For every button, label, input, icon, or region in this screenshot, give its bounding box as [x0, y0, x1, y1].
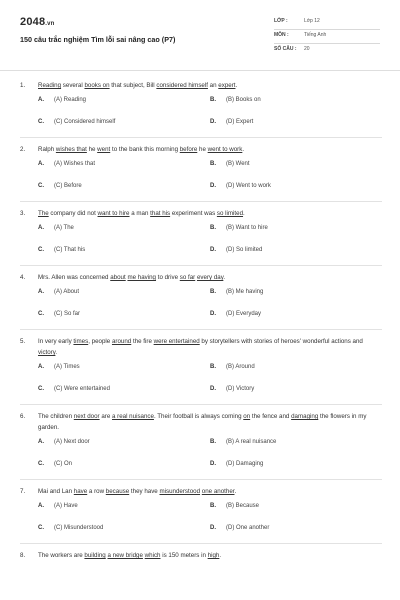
stem-text: .	[234, 488, 237, 495]
option-letter: D.	[210, 247, 216, 253]
answer-option[interactable]	[210, 459, 263, 470]
stem-text: .	[243, 210, 245, 217]
question-divider	[20, 137, 382, 138]
option-text: (B) Because	[226, 503, 260, 509]
option-letter: A.	[38, 225, 44, 231]
underlined-segment: one another	[201, 488, 235, 495]
option-text: (B) Went	[226, 161, 250, 167]
answer-options	[20, 358, 382, 402]
answer-option[interactable]	[38, 245, 85, 256]
stem-text: the fire	[131, 338, 154, 345]
underlined-segment: building	[84, 552, 106, 559]
option-letter: D.	[210, 386, 216, 392]
question-item	[20, 336, 382, 405]
option-letter: A.	[38, 503, 44, 509]
option-text: (A) Reading	[54, 97, 87, 103]
option-text: (C) Misunderstood	[54, 525, 104, 531]
underlined-segment: expert	[218, 82, 236, 89]
option-letter: A.	[38, 289, 44, 295]
answer-options	[20, 283, 382, 327]
question-divider	[20, 329, 382, 330]
question-number: 6.	[20, 413, 26, 420]
option-letter: B.	[210, 97, 216, 103]
stem-text: Ralph	[38, 146, 56, 153]
question-stem	[20, 550, 382, 561]
option-text: (A) The	[54, 225, 74, 231]
meta-label: MÔN :	[274, 32, 289, 38]
stem-text: is 150 meters in	[160, 552, 208, 559]
question-item	[20, 80, 382, 138]
meta-row-subject	[274, 30, 380, 44]
option-letter: C.	[38, 461, 44, 467]
option-letter: B.	[210, 439, 216, 445]
option-letter: B.	[210, 503, 216, 509]
question-stem	[20, 486, 382, 497]
underlined-segment: about	[110, 274, 126, 281]
stem-text: .	[55, 349, 58, 356]
answer-option[interactable]	[38, 117, 115, 128]
underlined-segment: that his	[150, 210, 171, 217]
answer-option[interactable]	[210, 223, 268, 234]
page-header	[20, 16, 380, 64]
underlined-segment: have	[73, 488, 88, 495]
option-letter: D.	[210, 461, 216, 467]
meta-label: SỐ CÂU :	[274, 46, 297, 52]
underlined-segment: which	[144, 552, 161, 559]
option-text: (D) Damaging	[226, 461, 264, 467]
underlined-segment: want to hire	[97, 210, 130, 217]
stem-text: several	[61, 82, 85, 89]
underlined-segment: me having	[127, 274, 157, 281]
underlined-segment: before	[179, 146, 198, 153]
stem-text: he	[86, 146, 98, 153]
stem-text: The workers are	[38, 552, 85, 559]
option-text: (A) Next door	[54, 439, 90, 445]
option-letter: B.	[210, 225, 216, 231]
option-text: (D) Expert	[226, 119, 254, 125]
meta-value: Tiếng Anh	[304, 32, 327, 38]
option-text: (D) One another	[226, 525, 270, 531]
option-text: (A) About	[54, 289, 80, 295]
answer-option[interactable]	[38, 384, 110, 395]
question-number: 7.	[20, 488, 26, 495]
underlined-segment: so far	[179, 274, 196, 281]
question-divider	[20, 479, 382, 480]
answer-options	[20, 155, 382, 199]
question-item	[20, 550, 382, 561]
answer-option[interactable]	[38, 181, 82, 192]
option-letter: A.	[38, 439, 44, 445]
underlined-segment: The	[38, 210, 49, 217]
stem-text: he	[197, 146, 208, 153]
underlined-segment: every day	[196, 274, 224, 281]
underlined-segment: a new bridge	[107, 552, 143, 559]
question-stem	[20, 144, 382, 155]
option-text: (A) Wishes that	[54, 161, 96, 167]
question-list	[20, 80, 382, 561]
underlined-segment: so limited	[216, 210, 244, 217]
stem-text: .	[242, 146, 245, 153]
answer-option[interactable]	[38, 501, 78, 512]
underlined-segment: high	[207, 552, 220, 559]
underlined-segment: a real nuisance	[111, 413, 154, 420]
logo-main: 2048	[20, 16, 46, 28]
underlined-segment: Reading	[38, 82, 62, 89]
option-text: (D) Went to work	[226, 183, 271, 189]
question-item	[20, 486, 382, 544]
question-stem	[20, 272, 382, 283]
answer-options	[20, 433, 382, 477]
stem-text: . Their football is always coming	[153, 413, 244, 420]
option-text: (A) Times	[54, 364, 80, 370]
answer-option[interactable]	[210, 287, 263, 298]
underlined-segment: were entertained	[153, 338, 200, 345]
option-text: (C) So far	[54, 311, 81, 317]
option-letter: B.	[210, 289, 216, 295]
stem-text: experiment was	[170, 210, 217, 217]
stem-text: Mrs. Allen was concerned	[38, 274, 111, 281]
stem-text: a row	[87, 488, 106, 495]
question-stem	[20, 80, 382, 91]
stem-text: are	[99, 413, 112, 420]
option-text: (B) Books on	[226, 97, 261, 103]
answer-option[interactable]	[210, 245, 262, 256]
stem-text: In very early	[38, 338, 74, 345]
stem-text: .	[223, 274, 226, 281]
answer-option[interactable]	[38, 223, 74, 234]
meta-label: LỚP :	[274, 18, 288, 24]
underlined-segment: misunderstood	[159, 488, 201, 495]
question-number: 2.	[20, 146, 26, 153]
meta-row-count	[274, 44, 380, 57]
underlined-segment: because	[105, 488, 130, 495]
meta-value: Lớp 12	[304, 18, 320, 24]
option-letter: D.	[210, 119, 216, 125]
option-text: (C) Considered himself	[54, 119, 116, 125]
answer-option[interactable]	[210, 501, 259, 512]
question-number: 3.	[20, 210, 26, 217]
answer-options	[20, 91, 382, 135]
stem-text: The children	[38, 413, 74, 420]
underlined-segment: victory	[38, 349, 56, 356]
stem-text: the fence and	[250, 413, 292, 420]
stem-text: by storytellers with stories of heroes' wonderful actions and	[199, 338, 363, 345]
option-text: (C) Before	[54, 183, 82, 189]
underlined-segment: on	[243, 413, 251, 420]
answer-options	[20, 497, 382, 541]
underlined-segment: books on	[84, 82, 110, 89]
question-divider	[20, 265, 382, 266]
option-text: (B) Me having	[226, 289, 264, 295]
option-letter: B.	[210, 364, 216, 370]
question-number: 8.	[20, 552, 26, 559]
page-title: 150 câu trắc nghiệm Tìm lỗi sai nâng cao (P7)	[20, 35, 176, 44]
option-letter: C.	[38, 247, 44, 253]
question-number: 1.	[20, 82, 26, 89]
answer-option[interactable]	[38, 159, 95, 170]
answer-option[interactable]	[38, 437, 90, 448]
stem-text: a man	[129, 210, 151, 217]
answer-option[interactable]	[210, 384, 254, 395]
site-logo[interactable]	[20, 16, 55, 28]
option-text: (A) Have	[54, 503, 78, 509]
meta-row-class	[274, 16, 380, 30]
answer-option[interactable]	[210, 117, 253, 128]
option-text: (C) That his	[54, 247, 86, 253]
meta-table	[274, 16, 380, 57]
answer-option[interactable]	[38, 309, 80, 320]
option-text: (B) Around	[226, 364, 255, 370]
option-text: (B) Want to hire	[226, 225, 268, 231]
option-letter: C.	[38, 183, 44, 189]
answer-option[interactable]	[210, 437, 276, 448]
option-letter: D.	[210, 311, 216, 317]
answer-option[interactable]	[38, 287, 79, 298]
option-letter: C.	[38, 525, 44, 531]
meta-value: 20	[304, 46, 310, 52]
question-item	[20, 272, 382, 330]
answer-option[interactable]	[210, 181, 271, 192]
stem-text: that subject, Bill	[109, 82, 157, 89]
answer-option[interactable]	[210, 362, 255, 373]
option-letter: C.	[38, 311, 44, 317]
option-letter: D.	[210, 525, 216, 531]
option-letter: C.	[38, 119, 44, 125]
question-divider	[20, 404, 382, 405]
question-item	[20, 208, 382, 266]
answer-option[interactable]	[210, 95, 261, 106]
option-text: (D) Everyday	[226, 311, 262, 317]
underlined-segment: went	[97, 146, 111, 153]
underlined-segment: times	[73, 338, 89, 345]
option-letter: C.	[38, 386, 44, 392]
question-stem	[20, 411, 382, 433]
option-letter: B.	[210, 161, 216, 167]
option-letter: D.	[210, 183, 216, 189]
answer-option[interactable]	[210, 159, 250, 170]
option-letter: A.	[38, 97, 44, 103]
answer-option[interactable]	[38, 362, 80, 373]
stem-text: to drive	[156, 274, 180, 281]
header-divider	[0, 70, 400, 71]
stem-text: company did not	[48, 210, 98, 217]
stem-text: .	[219, 552, 222, 559]
question-number: 5.	[20, 338, 26, 345]
underlined-segment: around	[111, 338, 132, 345]
option-text: (B) A real nuisance	[226, 439, 277, 445]
question-item	[20, 411, 382, 480]
logo-tld: .vn	[45, 21, 55, 27]
answer-options	[20, 219, 382, 263]
underlined-segment: damaging	[291, 413, 319, 420]
option-text: (D) So limited	[226, 247, 263, 253]
question-stem	[20, 208, 382, 219]
question-item	[20, 144, 382, 202]
answer-option[interactable]	[38, 95, 86, 106]
answer-option[interactable]	[38, 459, 72, 470]
answer-option[interactable]	[210, 309, 261, 320]
underlined-segment: considered himself	[156, 82, 208, 89]
stem-text: Mai and Lan	[38, 488, 74, 495]
answer-option[interactable]	[210, 523, 269, 534]
option-letter: A.	[38, 364, 44, 370]
underlined-segment: wishes that	[55, 146, 87, 153]
option-text: (D) Victory	[226, 386, 255, 392]
answer-option[interactable]	[38, 523, 103, 534]
stem-text: , people	[88, 338, 112, 345]
question-number: 4.	[20, 274, 26, 281]
option-letter: A.	[38, 161, 44, 167]
stem-text: the flowers in my garden.	[38, 413, 367, 431]
option-text: (C) Were entertained	[54, 386, 110, 392]
stem-text: they have	[129, 488, 160, 495]
question-stem	[20, 336, 382, 358]
question-divider	[20, 543, 382, 544]
underlined-segment: next door	[73, 413, 100, 420]
stem-text: .	[235, 82, 238, 89]
underlined-segment: went to work	[207, 146, 243, 153]
option-text: (C) On	[54, 461, 72, 467]
question-divider	[20, 201, 382, 202]
stem-text: to the bank this morning	[110, 146, 180, 153]
stem-text: an	[207, 82, 219, 89]
